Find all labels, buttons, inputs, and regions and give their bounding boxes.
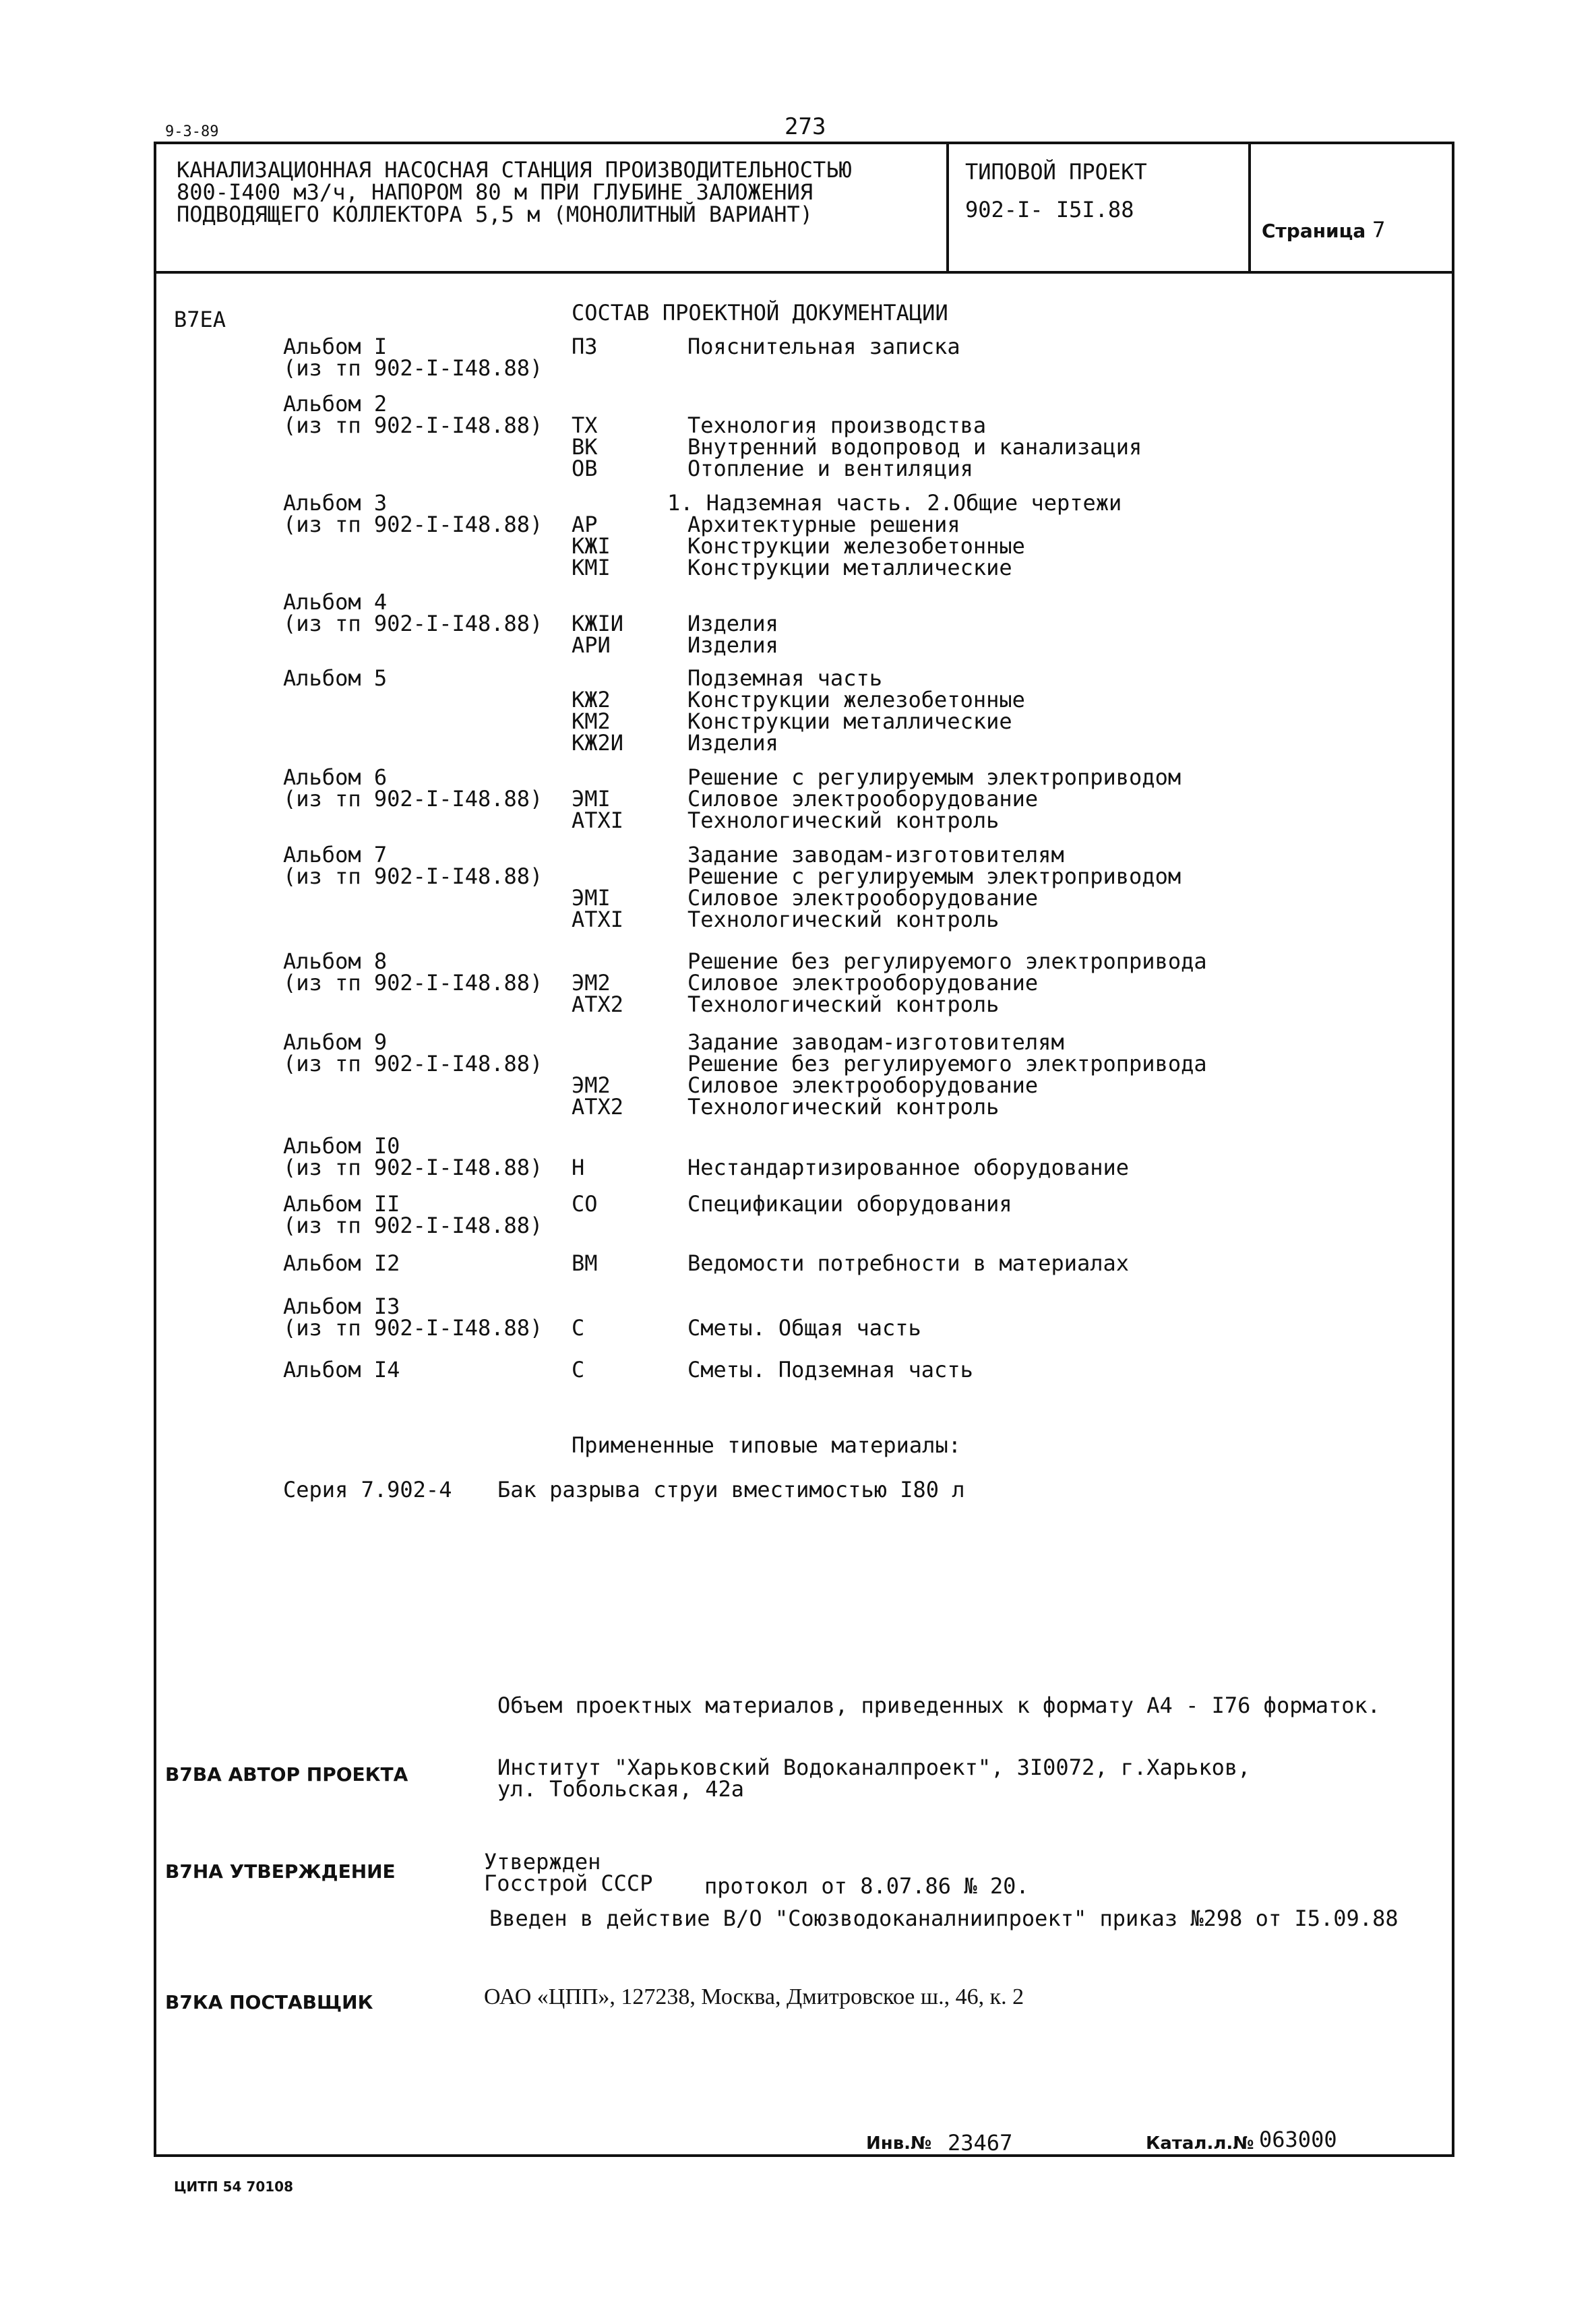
album-label: Альбом I4 xyxy=(283,1357,400,1382)
doc-code-item: КЖIИ xyxy=(572,611,624,636)
series-label: Серия 7.902-4 xyxy=(283,1477,452,1502)
doc-description: Подземная часть xyxy=(687,665,882,691)
page-label-value: 7 xyxy=(1372,217,1386,243)
doc-code-item: ЭМI xyxy=(572,786,611,812)
catalog-label: Катал.л.№ xyxy=(1146,2133,1254,2154)
project-number: 902-I- I5I.88 xyxy=(965,197,1134,222)
album-source: (из тп 902-I-I48.88) xyxy=(283,1051,543,1076)
project-type: ТИПОВОЙ ПРОЕКТ xyxy=(965,159,1147,185)
doc-code-item: С xyxy=(572,1315,585,1341)
doc-description: Конструкции металлические xyxy=(687,708,1012,734)
album-source: (из тп 902-I-I48.88) xyxy=(283,611,543,636)
approval-line: Введен в действие В/О "Союзводоканалниипроект" приказ №298 от I5.09.88 xyxy=(489,1906,1399,1931)
album-label: Альбом 2 xyxy=(283,391,388,417)
supplier-text: ОАО «ЦПП», 127238, Москва, Дмитровское ш., 46, к. 2 xyxy=(484,1984,1024,2009)
album-label: Альбом II xyxy=(283,1191,400,1217)
corner-date: 9-3-89 xyxy=(165,123,219,140)
doc-code-item: АР xyxy=(572,512,598,537)
doc-description: Технологический контроль xyxy=(687,907,1000,932)
doc-code-item: АТХI xyxy=(572,808,624,833)
footer-stamp: ЦИТП 54 70108 xyxy=(174,2179,294,2195)
project-title-line: ПОДВОДЯЩЕГО КОЛЛЕКТОРА 5,5 м (МОНОЛИТНЫЙ ВАРИАНТ) xyxy=(177,202,814,227)
page-number: 273 xyxy=(785,113,826,140)
album-source: (из тп 902-I-I48.88) xyxy=(283,1315,543,1341)
approval-label: В7НА УТВЕРЖДЕНИЕ xyxy=(165,1860,396,1883)
page-label xyxy=(1262,217,1385,243)
title-block-divider xyxy=(1248,144,1251,271)
doc-description: Задание заводам-изготовителям xyxy=(687,842,1064,868)
project-title-line: 800-I400 мЗ/ч, НАПОРОМ 80 м ПРИ ГЛУБИНЕ ЗАЛОЖЕНИЯ xyxy=(177,179,814,205)
album-source: (из тп 902-I-I48.88) xyxy=(283,413,543,438)
album-label: Альбом I2 xyxy=(283,1250,400,1276)
volume-note: Объем проектных материалов, приведенных к формату А4 - I76 форматок. xyxy=(497,1693,1381,1718)
doc-description: Сметы. Подземная часть xyxy=(687,1357,973,1382)
doc-description: Технология производства xyxy=(687,413,987,438)
approval-line: Утвержден xyxy=(484,1849,601,1875)
doc-description: Архитектурные решения xyxy=(687,512,960,537)
album-source: (из тп 902-I-I48.88) xyxy=(283,512,543,537)
author-label: В7ВА АВТОР ПРОЕКТА xyxy=(165,1763,408,1786)
doc-code: В7ЕА xyxy=(174,307,226,332)
doc-description: Пояснительная записка xyxy=(687,334,960,359)
series-description: Бак разрыва струи вместимостью I80 л xyxy=(497,1477,965,1502)
doc-description: Силовое электрооборудование xyxy=(687,786,1039,812)
doc-code-item: ОВ xyxy=(572,456,598,481)
approval-protocol: протокол от 8.07.86 № 20. xyxy=(704,1873,1029,1899)
applied-materials-title: Примененные типовые материалы: xyxy=(572,1432,961,1458)
album-label: Альбом 8 xyxy=(283,948,388,974)
doc-description: Решение с регулируемым электроприводом xyxy=(687,863,1181,889)
title-block xyxy=(156,144,1452,274)
doc-code-item: ЭМ2 xyxy=(572,970,611,996)
doc-code-item: КЖI xyxy=(572,533,611,559)
doc-code-item: ВК xyxy=(572,434,598,460)
doc-code-item: ЭМ2 xyxy=(572,1072,611,1098)
doc-code-item: АТХ2 xyxy=(572,992,624,1017)
doc-description: Технологический контроль xyxy=(687,1094,1000,1120)
album-source: (из тп 902-I-I48.88) xyxy=(283,970,543,996)
doc-code-item: АТХ2 xyxy=(572,1094,624,1120)
doc-description: Сметы. Общая часть xyxy=(687,1315,921,1341)
author-line: Институт "Харьковский Водоканалпроект", 3I0072, г.Харьков, xyxy=(497,1755,1251,1780)
doc-description: Силовое электрооборудование xyxy=(687,970,1039,996)
doc-description: Изделия xyxy=(687,730,778,756)
album-label: Альбом 3 xyxy=(283,490,388,516)
doc-code-item: ВМ xyxy=(572,1250,598,1276)
catalog-number: 063000 xyxy=(1259,2127,1337,2152)
doc-description: Отопление и вентиляция xyxy=(687,456,973,481)
album-label: Альбом 6 xyxy=(283,764,388,790)
album-source: (из тп 902-I-I48.88) xyxy=(283,1155,543,1180)
inventory-number: 23467 xyxy=(948,2130,1013,2156)
doc-code-item: КЖ2И xyxy=(572,730,624,756)
doc-code-item: ТХ xyxy=(572,413,598,438)
album-label: Альбом 7 xyxy=(283,842,388,868)
author-line: ул. Тобольская, 42а xyxy=(497,1776,745,1802)
doc-description: Спецификации оборудования xyxy=(687,1191,1012,1217)
approval-org: Госстрой СССР xyxy=(484,1870,653,1896)
section-title: СОСТАВ ПРОЕКТНОЙ ДОКУМЕНТАЦИИ xyxy=(572,300,948,326)
doc-description: Технологический контроль xyxy=(687,808,1000,833)
album-label: Альбом 5 xyxy=(283,665,388,691)
album-label: Альбом I0 xyxy=(283,1133,400,1159)
doc-description: Силовое электрооборудование xyxy=(687,885,1039,911)
album-label: Альбом 4 xyxy=(283,589,388,615)
album-source: (из тп 902-I-I48.88) xyxy=(283,863,543,889)
supplier-label: В7КА ПОСТАВЩИК xyxy=(165,1991,373,2013)
doc-description: Ведомости потребности в материалах xyxy=(687,1250,1130,1276)
doc-description: Решение с регулируемым электроприводом xyxy=(687,764,1181,790)
doc-description: Конструкции металлические xyxy=(687,555,1012,580)
doc-code-item: КЖ2 xyxy=(572,687,611,712)
doc-code-item: ПЗ xyxy=(572,334,598,359)
doc-description: Задание заводам-изготовителям xyxy=(687,1029,1064,1055)
doc-code-item: КМ2 xyxy=(572,708,611,734)
album-label: Альбом I xyxy=(283,334,388,359)
doc-code-item: АТХI xyxy=(572,907,624,932)
doc-code-item: АРИ xyxy=(572,632,611,658)
doc-description: Решение без регулируемого электропривода xyxy=(687,948,1207,974)
inventory-label: Инв.№ xyxy=(866,2133,932,2154)
album-source: (из тп 902-I-I48.88) xyxy=(283,1213,543,1238)
doc-description: Решение без регулируемого электропривода xyxy=(687,1051,1207,1076)
album-label: Альбом 9 xyxy=(283,1029,388,1055)
doc-code-item: ЭМI xyxy=(572,885,611,911)
doc-code-item: СО xyxy=(572,1191,598,1217)
doc-description: 1. Надземная часть. 2.Общие чертежи xyxy=(667,490,1122,516)
page-label-text: Страница xyxy=(1262,220,1366,242)
doc-code-item: КМI xyxy=(572,555,611,580)
doc-description: Нестандартизированное оборудование xyxy=(687,1155,1130,1180)
album-source: (из тп 902-I-I48.88) xyxy=(283,786,543,812)
doc-description: Внутренний водопровод и канализация xyxy=(687,434,1142,460)
doc-description: Технологический контроль xyxy=(687,992,1000,1017)
doc-description: Силовое электрооборудование xyxy=(687,1072,1039,1098)
doc-description: Изделия xyxy=(687,632,778,658)
doc-description: Конструкции железобетонные xyxy=(687,687,1025,712)
album-label: Альбом I3 xyxy=(283,1294,400,1319)
doc-description: Конструкции железобетонные xyxy=(687,533,1025,559)
title-block-divider xyxy=(946,144,949,271)
project-title-line: КАНАЛИЗАЦИОННАЯ НАСОСНАЯ СТАНЦИЯ ПРОИЗВОДИТЕЛЬНОСТЬЮ xyxy=(177,157,852,183)
album-source: (из тп 902-I-I48.88) xyxy=(283,355,543,381)
doc-code-item: С xyxy=(572,1357,585,1382)
project-title xyxy=(177,159,852,226)
doc-description: Изделия xyxy=(687,611,778,636)
doc-code-item: Н xyxy=(572,1155,585,1180)
